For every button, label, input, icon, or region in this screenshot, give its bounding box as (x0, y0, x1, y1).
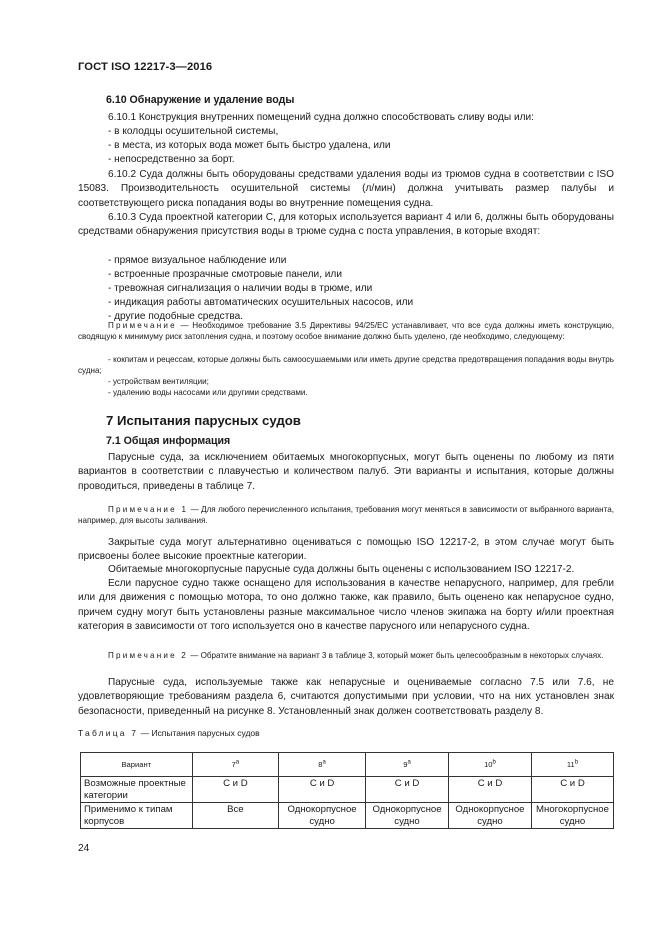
list-item: - в места, из которых вода может быть быстро удалена, или (108, 140, 391, 151)
table-7 (80, 752, 614, 829)
note-text: — Необходимое требование 3.5 Директивы 94/25/ЕС устанавливает, что все суда должны иметь конструкцию, сводящую к минимуму риск затопления судна, и поэтому особое внимание должно быть уделено, где необходимо, следующему: (78, 321, 614, 342)
note-7-1-1 (78, 504, 614, 527)
list-item: - встроенные прозрачные смотровые панели, или (108, 269, 342, 280)
table-cell: Однокорпусное судно (366, 803, 449, 829)
table-cell: С и D (192, 777, 279, 803)
paragraph-6-10-2: 6.10.2 Суда должны быть оборудованы средствами удаления воды из трюмов судна в соответствии с ISO 15083. Производительность осушительной системы (л/мин) должна учитывать размер палубы и соответствующего риска попадания воды во внутренние помещения судна. (78, 169, 614, 209)
table-header-cell: 7$^a$ (192, 753, 279, 777)
note-list-item: - кокпитам и рецессам, которые должны быть самоосушаемыми или иметь другие средства предотвращения попадания воды внутрь судна; (78, 355, 614, 376)
paragraph-7-1-p3: Обитаемые многокорпусные парусные суда должны быть оценены с использованием ISO 12217-2. (108, 564, 575, 575)
paragraph-7-1-p2: Закрытые суда могут альтернативно оцениваться с помощью ISO 12217-2, в этом случае могут быть присвоены более высокие проектные категории. (78, 537, 614, 563)
table-row (81, 803, 614, 829)
note-text: — Обратите внимание на вариант 3 в таблице 3, который может быть целесообразным в некоторых случаях. (188, 651, 604, 660)
note-7-1-2 (78, 650, 614, 661)
table-caption-text: — Испытания парусных судов (138, 728, 260, 738)
table-header-cell: Вариант (81, 753, 193, 777)
table-cell: Однокорпусное судно (449, 803, 532, 829)
table-caption-label: Таблица 7 (78, 728, 139, 738)
table-header-cell: 10$^b$ (449, 753, 532, 777)
note-label: Примечание 2 (108, 651, 188, 660)
section-7-title: 7 Испытания парусных судов (106, 413, 301, 428)
list-item: - прямое визуальное наблюдение или (108, 255, 287, 266)
section-6-10-title: 6.10 Обнаружение и удаление воды (106, 94, 295, 106)
table-row-label: Возможные проектные категории (81, 777, 193, 803)
list-item: - тревожная сигнализация о наличии воды в трюме, или (108, 283, 373, 294)
note-label: Примечание (108, 321, 177, 330)
note-label: Примечание 1 (108, 505, 189, 514)
table-cell: С и D (366, 777, 449, 803)
table-cell: С и D (449, 777, 532, 803)
table-header-row (81, 753, 614, 777)
paragraph-7-1-p5: Парусные суда, используемые также как непарусные и оцениваемые согласно 7.5 или 7.6, не удовлетворяющие требованиям раздела 6, считаются допустимыми при условии, что на них установлен знак безопасности, приведенный на рисунке 8. Установленный знак должен соответствовать разделу 8. (78, 677, 614, 717)
note-text: — Для любого перечисленного испытания, требования могут меняться в зависимости от выбранного варианта, например, для высоты заливания. (78, 505, 615, 526)
table-cell: С и D (279, 777, 366, 803)
paragraph-7-1: Парусные суда, за исключением обитаемых многокорпусных, могут быть оценены по любому из пяти вариантов в соответствии с плавучестью и количеством палуб. Эти варианты и испытания, которые должны проводиться, приведены в таблице 7. (78, 452, 614, 492)
page-number: 24 (78, 843, 90, 854)
table-header-cell: 8$^a$ (279, 753, 366, 777)
note-list-item: - удалению воды насосами или другими средствами. (108, 388, 308, 397)
table-7-caption (78, 728, 260, 738)
table-header-cell: 11$^b$ (531, 753, 613, 777)
paragraph-7-1-p4: Если парусное судно также оснащено для использования в качестве непарусного, например, для гребли или для движения с помощью мотора, то оно должно также, как правило, быть оценено как непарусное судно, причем судну могут быть установлены разные максимальное число членов экипажа на борту и/или проектная категория в зависимости от того используется оно в качестве парусного или непарусного судна. (78, 578, 614, 632)
table-cell: С и D (531, 777, 613, 803)
note-6-10 (78, 320, 614, 343)
table-cell: Многокорпусное судно (531, 803, 613, 829)
table-row-label: Применимо к типам корпусов (81, 803, 193, 829)
section-7-1-title: 7.1 Общая информация (106, 435, 231, 447)
document-header: ГОСТ ISO 12217-3—2016 (78, 61, 213, 73)
table-row (81, 777, 614, 803)
table-cell: Все (192, 803, 279, 829)
list-item: - индикация работы автоматических осушительных насосов, или (108, 297, 414, 308)
table-cell: Однокорпусное судно (279, 803, 366, 829)
list-item: - другие подобные средства. (108, 311, 244, 322)
list-item: - в колодцы осушительной системы, (108, 126, 279, 137)
list-item: - непосредственно за борт. (108, 154, 235, 165)
note-list-item: - устройствам вентиляции; (108, 377, 209, 386)
paragraph-6-10-1: 6.10.1 Конструкция внутренних помещений судна должно способствовать сливу воды или: (108, 112, 534, 123)
table-header-cell: 9$^a$ (366, 753, 449, 777)
paragraph-6-10-3: 6.10.3 Суда проектной категории С, для которых используется вариант 4 или 6, должны быть оборудованы средствами обнаружения присутствия воды в трюме судна с поста управления, в которые входят: (78, 212, 614, 238)
